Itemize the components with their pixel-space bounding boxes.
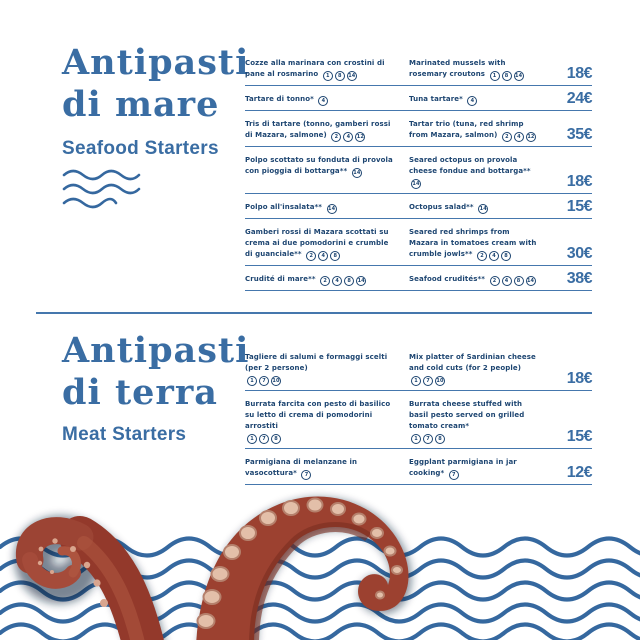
allergen-badges bbox=[318, 275, 366, 283]
item-name-italian: Parmigiana di melanzane in vasocottura* 7 bbox=[245, 458, 358, 478]
item-name-english: Octopus salad** 14 bbox=[409, 203, 487, 212]
allergen-number-badge: 2 bbox=[502, 132, 512, 142]
allergen-number-badge: 8 bbox=[435, 434, 445, 444]
allergen-number-badge: 1 bbox=[411, 376, 421, 386]
menu-item-row bbox=[245, 270, 592, 291]
allergen-number-badge: 7 bbox=[259, 434, 269, 444]
item-name-english: Burrata cheese stuffed with basil pesto served on grilled tomato cream* 1 7 8 bbox=[409, 400, 525, 442]
menu-item-row bbox=[245, 227, 592, 266]
section-title-line2: di mare bbox=[62, 84, 220, 125]
menu-item-row bbox=[245, 155, 592, 194]
menu-item-row bbox=[245, 90, 592, 111]
allergen-number-badge: 8 bbox=[330, 251, 340, 261]
allergen-badges bbox=[245, 433, 281, 441]
allergen-number-badge: 1 bbox=[323, 71, 333, 81]
allergen-number-badge: 8 bbox=[501, 251, 511, 261]
item-price: 18€ bbox=[566, 370, 592, 387]
allergen-number-badge: 4 bbox=[332, 276, 342, 286]
item-name-english: Seared octopus on provola cheese fondue and bottarga** 14 bbox=[409, 156, 531, 187]
item-name-italian: Burrata farcita con pesto di basilico su letto di crema di pomodorini arrostiti 1 7 8 bbox=[245, 400, 391, 442]
allergen-badges bbox=[350, 167, 362, 175]
allergen-badges bbox=[476, 203, 488, 211]
item-name-italian: Gamberi rossi di Mazara scottati su crema ai due pomodorini e crumble di guanciale** 2 4 8 bbox=[245, 228, 389, 259]
allergen-number-badge: 4 bbox=[514, 132, 524, 142]
allergen-number-badge: 14 bbox=[357, 278, 365, 284]
allergen-number-badge: 10 bbox=[272, 378, 280, 384]
allergen-number-badge: 2 bbox=[320, 276, 330, 286]
allergen-number-badge: 10 bbox=[436, 378, 444, 384]
section-subtitle-seafood: Seafood Starters bbox=[62, 138, 219, 159]
seafood-items bbox=[245, 58, 592, 299]
item-name-italian: Tris di tartare (tonno, gamberi rossi di Mazara, salmone) 2 4 12 bbox=[245, 120, 391, 140]
item-price: 38€ bbox=[566, 270, 592, 287]
menu-item-row bbox=[245, 58, 592, 86]
allergen-badges bbox=[465, 95, 477, 103]
waves-icon bbox=[62, 168, 142, 216]
item-name-english: Seared red shrimps from Mazara in tomatoes cream with crumble jowls** 2 4 8 bbox=[409, 228, 537, 259]
section-divider bbox=[36, 312, 592, 314]
allergen-number-badge: 14 bbox=[353, 170, 361, 176]
allergen-number-badge: 2 bbox=[477, 251, 487, 261]
allergen-number-badge: 2 bbox=[490, 276, 500, 286]
allergen-number-badge: 8 bbox=[344, 276, 354, 286]
allergen-number-badge: 12 bbox=[356, 134, 364, 140]
item-name-english: Marinated mussels with rosemary croutons 1 8 14 bbox=[409, 59, 523, 79]
allergen-badges bbox=[500, 131, 536, 139]
item-name-italian: Polpo scottato su fonduta di provola con pioggia di bottarga** 14 bbox=[245, 156, 393, 176]
allergen-badges bbox=[475, 250, 511, 258]
allergen-number-badge: 14 bbox=[328, 206, 336, 212]
allergen-number-badge: 14 bbox=[412, 181, 420, 187]
allergen-number-badge: 14 bbox=[515, 73, 523, 79]
section-title-seafood bbox=[62, 42, 249, 126]
allergen-badges bbox=[488, 275, 536, 283]
allergen-number-badge: 2 bbox=[306, 251, 316, 261]
menu-item-row bbox=[245, 399, 592, 449]
meat-items bbox=[245, 352, 592, 493]
allergen-number-badge: 8 bbox=[514, 276, 524, 286]
allergen-number-badge: 14 bbox=[479, 206, 487, 212]
allergen-number-badge: 1 bbox=[490, 71, 500, 81]
item-price: 12€ bbox=[566, 464, 592, 481]
item-price: 15€ bbox=[566, 428, 592, 445]
item-price: 18€ bbox=[566, 173, 592, 190]
menu-item-row bbox=[245, 198, 592, 219]
item-name-italian: Tartare di tonno* 4 bbox=[245, 94, 395, 106]
allergen-badges bbox=[409, 178, 421, 186]
allergen-number-badge: 1 bbox=[411, 434, 421, 444]
allergen-badges bbox=[316, 95, 328, 103]
allergen-number-badge: 7 bbox=[423, 376, 433, 386]
section-title-line1: Antipasti bbox=[62, 42, 250, 83]
allergen-number-badge: 4 bbox=[318, 251, 328, 261]
item-name-italian: Polpo all'insalata** 14 bbox=[245, 203, 336, 212]
allergen-number-badge: 2 bbox=[331, 132, 341, 142]
menu-item-row bbox=[245, 119, 592, 147]
allergen-number-badge: 8 bbox=[271, 434, 281, 444]
allergen-badges bbox=[329, 131, 365, 139]
octopus-tentacles-image bbox=[0, 475, 640, 640]
allergen-number-badge: 7 bbox=[423, 434, 433, 444]
item-name-english: Seafood crudités** 2 4 8 14 bbox=[409, 275, 535, 284]
allergen-badges bbox=[321, 70, 357, 78]
section-title-meat bbox=[62, 330, 249, 414]
allergen-number-badge: 14 bbox=[348, 73, 356, 79]
allergen-number-badge: 8 bbox=[502, 71, 512, 81]
item-name-italian: Cozze alla marinara con crostini di pane al rosmarino 1 8 14 bbox=[245, 59, 385, 79]
menu-item-row bbox=[245, 352, 592, 391]
section-title-line2: di terra bbox=[62, 372, 218, 413]
allergen-badges bbox=[245, 375, 281, 383]
section-title-line1: Antipasti bbox=[62, 330, 250, 371]
allergen-number-badge: 7 bbox=[449, 470, 459, 480]
allergen-number-badge: 1 bbox=[247, 376, 257, 386]
item-price: 18€ bbox=[566, 65, 592, 82]
item-name-english: Eggplant parmigiana in jar cooking* 7 bbox=[409, 458, 517, 478]
allergen-number-badge: 12 bbox=[527, 134, 535, 140]
allergen-number-badge: 14 bbox=[526, 278, 535, 284]
section-subtitle-meat: Meat Starters bbox=[62, 424, 187, 445]
allergen-number-badge: 7 bbox=[301, 470, 311, 480]
allergen-number-badge: 8 bbox=[335, 71, 345, 81]
item-price: 30€ bbox=[566, 245, 592, 262]
allergen-number-badge: 4 bbox=[489, 251, 499, 261]
allergen-badges bbox=[409, 433, 445, 441]
item-name-english: Tuna tartare* 4 bbox=[409, 94, 537, 106]
item-name-italian: Tagliere di salumi e formaggi scelti (per 2 persone) 1 7 10 bbox=[245, 353, 388, 384]
allergen-number-badge: 4 bbox=[318, 96, 328, 106]
allergen-badges bbox=[325, 203, 337, 211]
allergen-number-badge: 7 bbox=[259, 376, 269, 386]
item-name-italian: Crudité di mare** 2 4 8 14 bbox=[245, 275, 365, 284]
allergen-badges bbox=[304, 250, 340, 258]
allergen-number-badge: 4 bbox=[343, 132, 353, 142]
item-price: 24€ bbox=[566, 90, 592, 107]
allergen-badges bbox=[488, 70, 524, 78]
item-price: 15€ bbox=[566, 198, 592, 215]
item-name-english: Mix platter of Sardinian cheese and cold cuts (for 2 people) 1 7 10 bbox=[409, 353, 536, 384]
item-name-english: Tartar trio (tuna, red shrimp from Mazara, salmon) 2 4 12 bbox=[409, 120, 535, 140]
allergen-number-badge: 1 bbox=[247, 434, 257, 444]
item-price: 35€ bbox=[566, 126, 592, 143]
allergen-badges bbox=[409, 375, 445, 383]
allergen-number-badge: 4 bbox=[502, 276, 512, 286]
allergen-number-badge: 4 bbox=[467, 96, 477, 106]
